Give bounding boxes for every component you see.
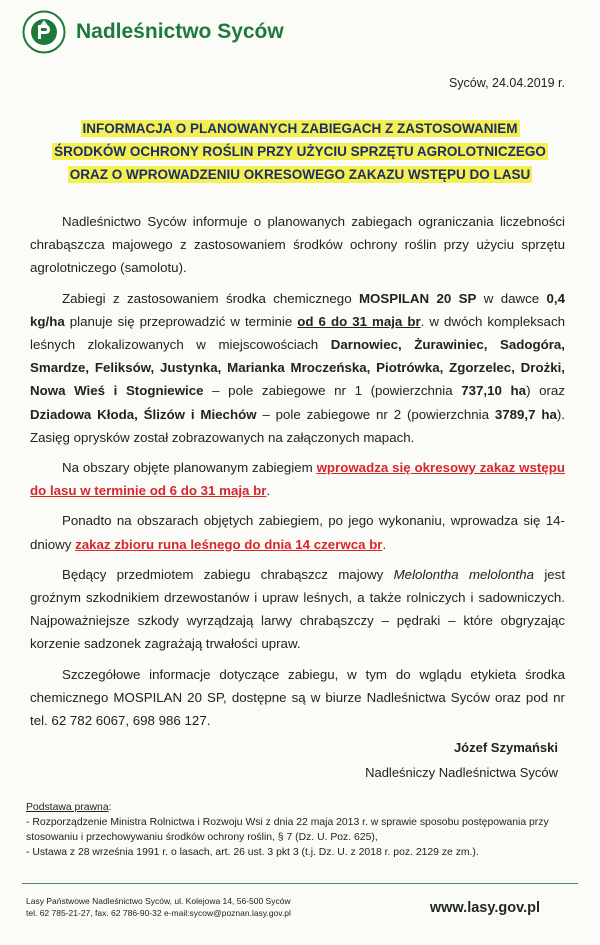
document-title xyxy=(20,117,580,186)
paragraph-contact: Szczegółowe informacje dotyczące zabiegu, w tym do wglądu etykieta środka chemicznego MOSPILAN 20 SP, dostępne są w biurze Nadleśnictwa Syców oraz pod nr tel. 62 782 6067, 698 986 127. xyxy=(30,666,565,729)
footer-address-line-1: Lasy Państwowe Nadleśnictwo Syców, ul. Kolejowa 14, 56-500 Syców xyxy=(26,896,291,906)
text-segment: planuje się przeprowadzić w terminie xyxy=(64,313,298,329)
paragraph-harvest-ban xyxy=(30,509,565,555)
legal-basis xyxy=(26,800,566,860)
text-segment: . xyxy=(266,483,271,499)
localities-field-2: Dziadowa Kłoda, Ślizów i Miechów xyxy=(30,406,257,422)
title-line-3: ORAZ O WPROWADZENIU OKRESOWEGO ZAKAZU WSTĘPU DO LASU xyxy=(69,167,531,182)
text-segment: Zabiegi z zastosowaniem środka chemicznego xyxy=(62,290,359,306)
text-segment: . xyxy=(382,536,387,552)
text-segment: ). Zasięg oprysków został zobrazowanych na załączonych mapach. xyxy=(30,406,565,445)
title-line-1: INFORMACJA O PLANOWANYCH ZABIEGACH Z ZASTOSOWANIEM xyxy=(82,121,518,136)
organization-name: Nadleśnictwo Syców xyxy=(76,20,284,43)
paragraph-pest-info xyxy=(30,563,565,656)
paragraph-treatment xyxy=(30,287,565,449)
area-field-1: 737,10 ha xyxy=(461,383,527,399)
text-segment: w dawce xyxy=(476,290,547,306)
legal-label-text: Podstawa prawna xyxy=(26,802,109,813)
text-segment: Będący przedmiotem zabiegu chrabąszcz majowy xyxy=(62,566,394,582)
paragraph-entry-ban xyxy=(30,456,565,502)
harvest-ban-notice: zakaz zbioru runa leśnego do dnia 14 czerwca br xyxy=(75,536,383,552)
legal-basis-label: Podstawa prawna: xyxy=(26,802,112,813)
legal-item-1: - Rozporządzenie Ministra Rolnictwa i Rozwoju Wsi z dnia 22 maja 2013 r. w sprawie sposobu postępowania przy stosowaniu i przechowywaniu środków ochrony roślin, § 7 (Dz. U. Poz. 625), xyxy=(26,817,549,843)
text-segment: ) oraz xyxy=(526,383,565,399)
footer-divider xyxy=(22,883,578,884)
text-segment: jest groźnym szkodnikiem drzewostanów i upraw leśnych, a także rolniczych i sadowniczych. Najpoważniejsze szkody wyrządzają larwy chrabąszczy – pędraki – które obgryzając korzenie sadzonek zagrażają trwałości upraw. xyxy=(30,566,566,652)
text-segment: Ponadto na obszarach objętych zabiegiem, po jego wykonaniu, wprowadza się 14-dniowy xyxy=(30,513,565,552)
paragraph-intro: Nadleśnictwo Syców informuje o planowanych zabiegach ograniczania liczebności chrabąszcza majowego z zastosowaniem środków ochrony roślin przy użyciu sprzętu agrolotniczego (samolotu). xyxy=(30,214,565,276)
lasy-panstwowe-logo-icon xyxy=(22,10,66,54)
text-segment: . w dwóch kompleksach leśnych zlokalizowanych w miejscowościach xyxy=(30,313,565,353)
signature-title: Nadleśniczy Nadleśnictwa Syców xyxy=(365,765,558,780)
document-date: Syców, 24.04.2019 r. xyxy=(448,76,565,90)
entry-ban-notice: wprowadza się okresowy zakaz wstępu do lasu w terminie od 6 do 31 maja br xyxy=(30,460,565,499)
header xyxy=(22,10,284,54)
treatment-period: od 6 do 31 maja br xyxy=(297,313,421,329)
document-body xyxy=(30,210,565,739)
product-name: MOSPILAN 20 SP xyxy=(358,290,477,306)
species-name: Melolontha melolontha xyxy=(393,566,535,582)
dose: 0,4 kg/ha xyxy=(30,290,565,329)
title-line-2: ŚRODKÓW OCHRONY ROŚLIN PRZY UŻYCIU SPRZĘTU AGROLOTNICZEGO xyxy=(54,144,546,159)
text-segment: – pole zabiegowe nr 2 (powierzchnia xyxy=(256,406,495,422)
footer-website-link[interactable]: www.lasy.gov.pl xyxy=(429,900,540,916)
text-segment: – pole zabiegowe nr 1 (powierzchnia xyxy=(203,383,462,399)
footer-address xyxy=(26,895,291,919)
footer-address-line-2: tel. 62 785-21-27, fax. 62 786-90-32 e-mail:sycow@poznan.lasy.gov.pl xyxy=(26,908,291,918)
area-field-2: 3789,7 ha xyxy=(494,406,557,422)
localities-field-1: Darnowiec, Żurawiniec, Sadogóra, Smardze, Feliksów, Justynka, Marianka Mroczeńska, Piotrówka, Zgorzelec, Drożki, Nowa Wieś i Stogniewice xyxy=(30,337,565,399)
text-segment: Na obszary objęte planowanym zabiegiem xyxy=(62,460,317,476)
signature-name: Józef Szymański xyxy=(453,740,558,755)
legal-item-2: - Ustawa z 28 września 1991 r. o lasach, art. 26 ust. 3 pkt 3 (t.j. Dz. U. z 2018 r. poz. 2129 ze zm.). xyxy=(26,847,479,858)
